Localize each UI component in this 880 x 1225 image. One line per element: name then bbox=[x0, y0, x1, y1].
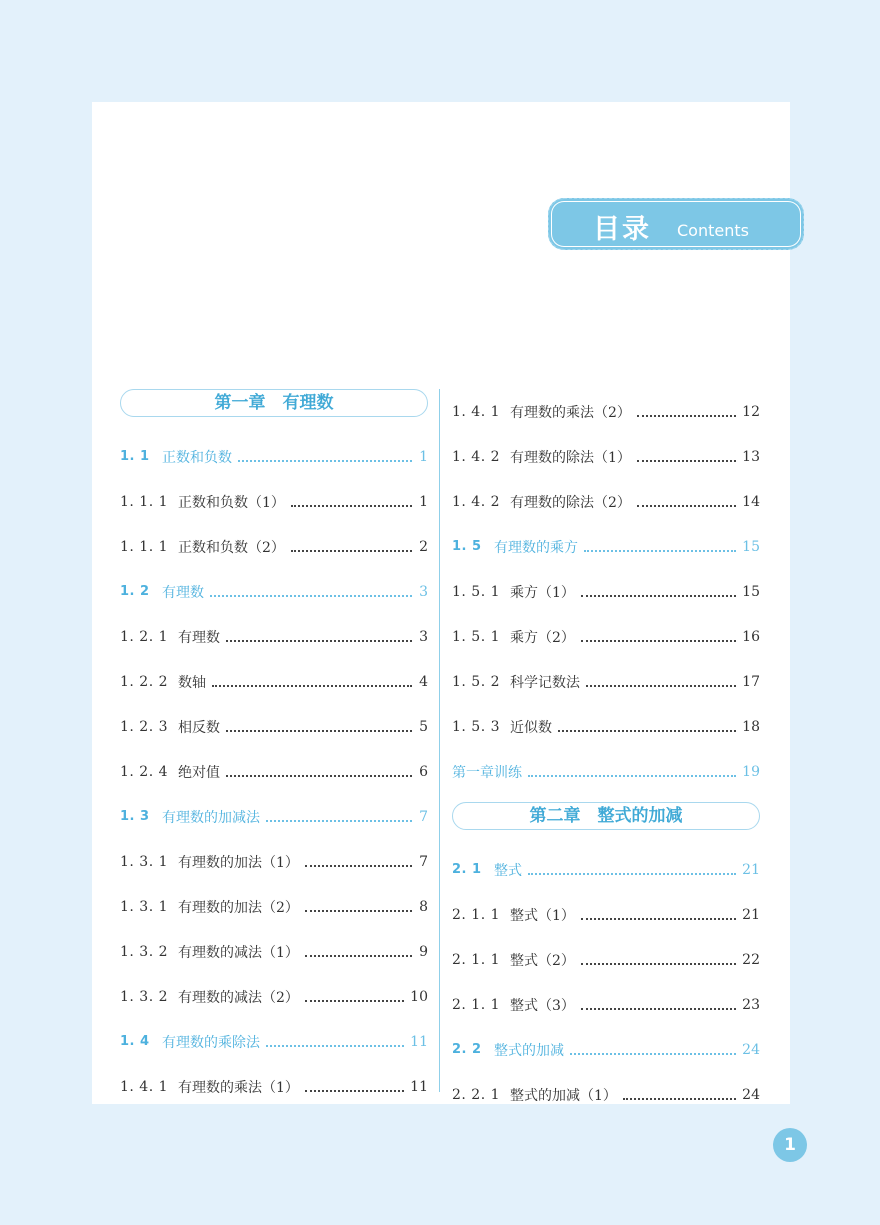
dot-leader bbox=[291, 491, 412, 507]
contents-title-en: Contents bbox=[677, 221, 749, 240]
dot-leader bbox=[581, 581, 736, 597]
entry-title: 有理数的乘法（1） bbox=[178, 1079, 299, 1096]
entry-number: 1. 4. 1 bbox=[452, 403, 501, 420]
toc-entry[interactable] bbox=[120, 974, 428, 1019]
toc-entry[interactable] bbox=[120, 614, 428, 659]
toc-section-entry[interactable] bbox=[452, 524, 760, 569]
dot-leader bbox=[586, 671, 736, 687]
entry-page-number: 11 bbox=[410, 1033, 428, 1050]
entry-title: 有理数的加法（2） bbox=[178, 899, 299, 916]
entry-page-number: 12 bbox=[742, 403, 760, 420]
entry-page-number: 1 bbox=[419, 493, 428, 510]
dot-leader bbox=[305, 851, 412, 867]
contents-title-cn: 目录 bbox=[593, 214, 651, 245]
toc-section-entry[interactable] bbox=[120, 569, 428, 614]
entry-page-number: 6 bbox=[419, 763, 428, 780]
chapter-heading: 第一章 有理数 bbox=[120, 389, 428, 417]
entry-title: 有理数 bbox=[178, 629, 220, 646]
toc-entry[interactable] bbox=[452, 659, 760, 704]
entry-page-number: 4 bbox=[419, 673, 428, 690]
toc-entry[interactable] bbox=[120, 884, 428, 929]
entry-title: 绝对值 bbox=[178, 764, 220, 781]
toc-entry[interactable] bbox=[120, 1064, 428, 1109]
dot-leader bbox=[238, 446, 412, 462]
entry-title: 有理数的乘法（2） bbox=[510, 404, 631, 421]
entry-page-number: 16 bbox=[742, 628, 760, 645]
entry-number: 1. 5. 1 bbox=[452, 583, 501, 600]
entry-title: 相反数 bbox=[178, 719, 220, 736]
toc-list bbox=[120, 434, 428, 1109]
entry-number: 1. 1. 1 bbox=[120, 493, 169, 510]
toc-entry[interactable] bbox=[120, 929, 428, 974]
dot-leader bbox=[305, 896, 412, 912]
dot-leader bbox=[637, 446, 736, 462]
entry-number: 1. 4. 1 bbox=[120, 1078, 169, 1095]
dot-leader bbox=[305, 941, 412, 957]
toc-entry[interactable] bbox=[120, 524, 428, 569]
entry-title: 第一章训练 bbox=[452, 764, 522, 781]
entry-title: 有理数的除法（2） bbox=[510, 494, 631, 511]
toc-entry[interactable] bbox=[452, 434, 760, 479]
chapter-heading: 第二章 整式的加减 bbox=[452, 802, 760, 830]
toc-entry[interactable] bbox=[120, 479, 428, 524]
entry-title: 有理数的乘方 bbox=[494, 539, 578, 556]
dot-leader bbox=[528, 761, 736, 777]
entry-page-number: 18 bbox=[742, 718, 760, 735]
toc-section-entry[interactable] bbox=[452, 1027, 760, 1072]
dot-leader bbox=[581, 949, 736, 965]
entry-title: 有理数 bbox=[162, 584, 204, 601]
dot-leader bbox=[528, 859, 736, 875]
entry-page-number: 24 bbox=[742, 1086, 760, 1103]
dot-leader bbox=[584, 536, 736, 552]
toc-entry[interactable] bbox=[452, 937, 760, 982]
entry-title: 有理数的乘除法 bbox=[162, 1034, 260, 1051]
dot-leader bbox=[581, 904, 736, 920]
entry-title: 有理数的除法（1） bbox=[510, 449, 631, 466]
entry-page-number: 19 bbox=[742, 763, 760, 780]
toc-entry[interactable] bbox=[452, 614, 760, 659]
entry-page-number: 15 bbox=[742, 583, 760, 600]
entry-page-number: 17 bbox=[742, 673, 760, 690]
entry-number: 1. 1 bbox=[120, 449, 150, 464]
entry-page-number: 22 bbox=[742, 951, 760, 968]
entry-title: 整式 bbox=[494, 862, 522, 879]
entry-number: 1. 3. 2 bbox=[120, 943, 169, 960]
toc-section-entry[interactable] bbox=[452, 847, 760, 892]
dot-leader bbox=[623, 1084, 736, 1100]
entry-number: 1. 2. 2 bbox=[120, 673, 169, 690]
dot-leader bbox=[570, 1039, 736, 1055]
toc-entry[interactable] bbox=[452, 389, 760, 434]
entry-number: 1. 4 bbox=[120, 1034, 150, 1049]
entry-page-number: 10 bbox=[410, 988, 428, 1005]
dot-leader bbox=[226, 761, 412, 777]
toc-entry[interactable] bbox=[120, 839, 428, 884]
entry-page-number: 23 bbox=[742, 996, 760, 1013]
entry-number: 1. 2. 4 bbox=[120, 763, 169, 780]
entry-title: 整式的加减（1） bbox=[510, 1087, 617, 1104]
entry-page-number: 13 bbox=[742, 448, 760, 465]
entry-title: 整式的加减 bbox=[494, 1042, 564, 1059]
toc-entry[interactable] bbox=[452, 704, 760, 749]
dot-leader bbox=[305, 986, 404, 1002]
toc-section-entry[interactable] bbox=[120, 434, 428, 479]
entry-number: 1. 5 bbox=[452, 539, 482, 554]
entry-page-number: 9 bbox=[419, 943, 428, 960]
toc-section-entry[interactable] bbox=[120, 1019, 428, 1064]
entry-page-number: 15 bbox=[742, 538, 760, 555]
entry-title: 近似数 bbox=[510, 719, 552, 736]
dot-leader bbox=[581, 626, 736, 642]
entry-number: 1. 2 bbox=[120, 584, 150, 599]
dot-leader bbox=[266, 1031, 404, 1047]
entry-page-number: 3 bbox=[419, 628, 428, 645]
entry-number: 2. 2 bbox=[452, 1042, 482, 1057]
entry-page-number: 11 bbox=[410, 1078, 428, 1095]
entry-number: 2. 1 bbox=[452, 862, 482, 877]
contents-title-tab bbox=[548, 198, 804, 250]
entry-title: 整式（2） bbox=[510, 952, 575, 969]
toc-entry[interactable] bbox=[452, 569, 760, 614]
entry-title: 有理数的减法（1） bbox=[178, 944, 299, 961]
dot-leader bbox=[226, 716, 412, 732]
dot-leader bbox=[558, 716, 736, 732]
entry-number: 2. 1. 1 bbox=[452, 996, 501, 1013]
toc-list bbox=[452, 389, 760, 794]
dot-leader bbox=[226, 626, 412, 642]
entry-number: 1. 2. 1 bbox=[120, 628, 169, 645]
entry-page-number: 3 bbox=[419, 583, 428, 600]
toc-entry[interactable] bbox=[120, 704, 428, 749]
entry-page-number: 5 bbox=[419, 718, 428, 735]
dot-leader bbox=[291, 536, 412, 552]
toc-entry[interactable] bbox=[120, 659, 428, 704]
dot-leader bbox=[266, 806, 412, 822]
toc-entry[interactable] bbox=[452, 982, 760, 1027]
dot-leader bbox=[637, 491, 736, 507]
entry-number: 2. 1. 1 bbox=[452, 951, 501, 968]
entry-title: 乘方（2） bbox=[510, 629, 575, 646]
toc-left-column bbox=[120, 389, 428, 1109]
entry-number: 1. 3. 1 bbox=[120, 853, 169, 870]
entry-number: 1. 3. 1 bbox=[120, 898, 169, 915]
entry-page-number: 14 bbox=[742, 493, 760, 510]
entry-title: 整式（1） bbox=[510, 907, 575, 924]
entry-title: 正数和负数（1） bbox=[178, 494, 285, 511]
entry-page-number: 24 bbox=[742, 1041, 760, 1058]
entry-page-number: 21 bbox=[742, 861, 760, 878]
dot-leader bbox=[212, 671, 412, 687]
toc-list bbox=[452, 847, 760, 1117]
entry-number: 1. 5. 2 bbox=[452, 673, 501, 690]
entry-title: 乘方（1） bbox=[510, 584, 575, 601]
toc-section-entry[interactable] bbox=[120, 794, 428, 839]
entry-page-number: 2 bbox=[419, 538, 428, 555]
page-number-badge: 1 bbox=[773, 1128, 807, 1162]
entry-number: 1. 3. 2 bbox=[120, 988, 169, 1005]
toc-entry[interactable] bbox=[120, 749, 428, 794]
toc-entry[interactable] bbox=[452, 892, 760, 937]
dot-leader bbox=[210, 581, 412, 597]
entry-title: 数轴 bbox=[178, 674, 206, 691]
entry-number: 1. 5. 1 bbox=[452, 628, 501, 645]
entry-number: 1. 5. 3 bbox=[452, 718, 501, 735]
entry-title: 正数和负数 bbox=[162, 449, 232, 466]
dot-leader bbox=[305, 1076, 404, 1092]
entry-page-number: 7 bbox=[419, 808, 428, 825]
toc-right-column bbox=[452, 389, 760, 1117]
entry-page-number: 21 bbox=[742, 906, 760, 923]
entry-number: 1. 2. 3 bbox=[120, 718, 169, 735]
entry-title: 科学记数法 bbox=[510, 674, 580, 691]
entry-title: 有理数的加法（1） bbox=[178, 854, 299, 871]
entry-title: 正数和负数（2） bbox=[178, 539, 285, 556]
toc-entry[interactable] bbox=[452, 479, 760, 524]
entry-number: 2. 2. 1 bbox=[452, 1086, 501, 1103]
entry-number: 2. 1. 1 bbox=[452, 906, 501, 923]
entry-title: 有理数的加减法 bbox=[162, 809, 260, 826]
entry-page-number: 1 bbox=[419, 448, 428, 465]
entry-number: 1. 4. 2 bbox=[452, 493, 501, 510]
entry-title: 有理数的减法（2） bbox=[178, 989, 299, 1006]
entry-number: 1. 1. 1 bbox=[120, 538, 169, 555]
toc-section-entry[interactable] bbox=[452, 749, 760, 794]
column-divider bbox=[439, 389, 440, 1092]
entry-title: 整式（3） bbox=[510, 997, 575, 1014]
entry-page-number: 8 bbox=[419, 898, 428, 915]
toc-entry[interactable] bbox=[452, 1072, 760, 1117]
entry-number: 1. 4. 2 bbox=[452, 448, 501, 465]
entry-page-number: 7 bbox=[419, 853, 428, 870]
dot-leader bbox=[581, 994, 736, 1010]
dot-leader bbox=[637, 401, 736, 417]
entry-number: 1. 3 bbox=[120, 809, 150, 824]
